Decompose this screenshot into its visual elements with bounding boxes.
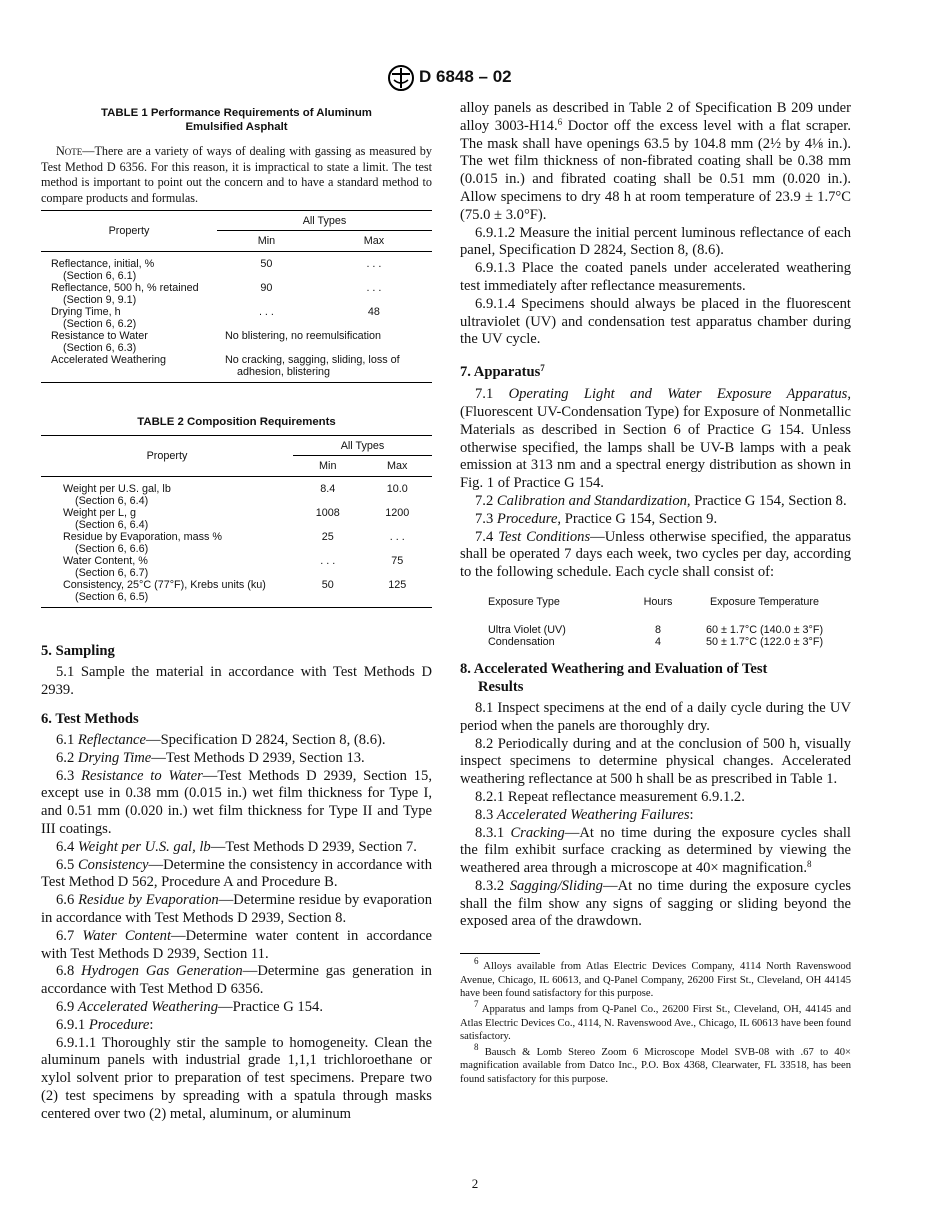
paragraph-6-9-1-3: 6.9.1.3 Place the coated panels under accelerated weathering test immediately after reflectance measurements. (460, 260, 851, 294)
paragraph-8-3: 8.3 Accelerated Weathering Failures: (475, 806, 694, 823)
table2-header-property: Property (41, 436, 293, 477)
table1-header-min: Min (217, 231, 316, 252)
footnote-ref-7[interactable]: 7 (540, 363, 545, 374)
schedule-header-type: Exposure Type (488, 595, 560, 608)
table-row: Accelerated Weathering No cracking, sagging, sliding, loss of adhesion, blistering (41, 354, 432, 383)
footnote-ref-6[interactable]: 6 (557, 116, 563, 127)
table-row: Weight per U.S. gal, lb (Section 6, 6.4) 8.4 10.0 (63, 483, 408, 508)
table1-header-group: All Types (217, 211, 432, 231)
paragraph-8-2-1: 8.2.1 Repeat reflectance measurement 6.9.1.2. (475, 788, 745, 805)
paragraph-8-1: 8.1 Inspect specimens at the end of a daily cycle during the UV period when the panels are thoroughly dry. (460, 699, 851, 734)
paragraph-6-1: 6.1 Reflectance—Specification D 2824, Section 8, (8.6). (56, 731, 386, 748)
table-row: Reflectance, 500 h, % retained (Section 9, 9.1) 90 . . . (51, 282, 382, 307)
section-5-heading: 5. Sampling (41, 643, 115, 660)
table2-header-min: Min (293, 456, 363, 477)
footnote-ref-8[interactable]: 8 (807, 859, 812, 870)
table1 (41, 210, 432, 383)
table1-header-max: Max (316, 231, 432, 252)
table-row: Weight per L, g (Section 6, 6.4) 1008 1200 (63, 507, 410, 532)
section-7-heading: 7. Apparatus$^7$ (460, 363, 545, 381)
right-column (460, 100, 851, 1089)
paragraph-8-3-1: 8.3.1 Cracking—At no time during the exposure cycles shall the film exhibit surface cracking as determined by viewing the weathered area through a microscope at 40× magnification.$^8$ (460, 824, 851, 877)
page-header (0, 64, 950, 94)
table1-note: Note—There are a variety of ways of dealing with gassing as measured by Test Method D 6356. For this reason, it is impractical to state a limit. The test method is important to point out the concern and to have a standard method to compare products and formulas. (41, 144, 432, 205)
exposure-schedule-table (460, 588, 851, 648)
schedule-header-temp: Exposure Temperature (709, 595, 820, 608)
section-8-heading: 8. Accelerated Weathering and Evaluation of Test Results (460, 660, 768, 695)
table1-header-property: Property (41, 211, 217, 252)
paragraph-6-9-1-4: 6.9.1.4 Specimens should always be placed in the fluorescent ultraviolet (UV) and condensation test apparatus chamber during the UV cycle. (460, 295, 851, 348)
page-number: 2 (471, 1176, 479, 1191)
paragraph-6-9: 6.9 Accelerated Weathering—Practice G 154. (56, 998, 323, 1015)
paragraph-8-2: 8.2 Periodically during and at the conclusion of 500 h, visually inspect specimens to determine physical changes. Accelerated weathering reflectance at 500 h shall be as prescribed in Table 1. (460, 735, 851, 788)
table2 (41, 435, 432, 608)
left-column (41, 100, 432, 1124)
schedule-header-hours: Hours (643, 595, 673, 608)
paragraph-7-2: 7.2 Calibration and Standardization, Practice G 154, Section 8. (475, 492, 847, 509)
paragraph-6-7: 6.7 Water Content—Determine water content in accordance with Test Methods D 2939, Section 11. (41, 927, 433, 962)
table2-header-group: All Types (293, 436, 432, 456)
table-row: Resistance to Water (Section 6, 6.3) No blistering, no reemulsification (51, 330, 382, 355)
paragraph-6-5: 6.5 Consistency—Determine the consistency in accordance with Test Method D 562, Procedure A and Procedure B. (41, 856, 432, 891)
footnote-6: $^6$ Alloys available from Atlas Electric Devices Company, 4114 North Ravenswood Avenue, Chicago, IL 60613, and Q-Panel Company, 26200 First St., Cleveland, OH 44145 have been found satisfactory for this purpose. (460, 956, 851, 1000)
paragraph-6-2: 6.2 Drying Time—Test Methods D 2939, Section 13. (56, 749, 365, 766)
paragraph-6-3: 6.3 Resistance to Water—Test Methods D 2939, Section 15, except use in 0.38 mm (0.015 in.) wet film thickness for Type I, and 0.51 mm (0.020 in.) wet film thickness for Type II and Type III coatings. (41, 767, 432, 837)
footnote-divider (460, 953, 540, 954)
table2-title: TABLE 2 Composition Requirements (137, 416, 336, 429)
paragraph-8-3-2: 8.3.2 Sagging/Sliding—At no time during the exposure cycles shall the film show any signs of sagging or sliding beyond the exposed area of the drawdown. (460, 877, 851, 930)
section-6-heading: 6. Test Methods (41, 710, 139, 727)
table-row: Consistency, 25°C (77°F), Krebs units (ku) (Section 6, 6.5) 50 125 (41, 579, 432, 608)
paragraph-6-9-1: 6.9.1 Procedure: (56, 1016, 154, 1033)
table-row: Reflectance, initial, % (Section 6, 6.1) 50 . . . (51, 258, 382, 283)
table-row: Water Content, % (Section 6, 6.7) . . . 75 (63, 555, 404, 580)
paragraph-6-8: 6.8 Hydrogen Gas Generation—Determine gas generation in accordance with Test Method D 6356. (41, 963, 432, 998)
table-row: Residue by Evaporation, mass % (Section 6, 6.6) 25 . . . (63, 531, 405, 556)
paragraph-7-3: 7.3 Procedure, Practice G 154, Section 9. (475, 510, 718, 527)
table-row: Ultra Violet (UV) 8 60 ± 1.7°C (140.0 ± 3°F) (488, 623, 824, 636)
footnote-7: $^7$ Apparatus and lamps from Q-Panel Co., 26200 First St., Cleveland, OH, 44145 and Atlas Electric Devices Co., 4114, N. Ravenswood Ave., Chicago, IL 60613 have been found satisfactory. (460, 999, 851, 1043)
paragraph-6-9-1-1-start: 6.9.1.1 Thoroughly stir the sample to homogeneity. Clean the aluminum panels with industrial grade 1,1,1 trichloroethane or xylol solvent prior to preparation of test specimens. Prepare two (2) test specimens by spreading with a spatula through masks centered over two (2) metal, aluminum, or aluminum (41, 1034, 432, 1122)
paragraph-7-1: 7.1 Operating Light and Water Exposure Apparatus, (Fluorescent UV-Condensation Type) for Exposure of Nonmetallic Materials as described in Section 6 of Practice G 154. Unless otherwise specified, the lamps shall be UV-B lamps with a peak emission at 313 nm and a spectral energy distribution as shown in Fig. 1 of Practice G 154. (460, 386, 851, 492)
table-row: Drying Time, h (Section 6, 6.2) . . . 48 (51, 306, 380, 331)
table2-header-max: Max (363, 456, 433, 477)
paragraph-5-1: 5.1 Sample the material in accordance with Test Methods D 2939. (41, 664, 432, 699)
astm-logo-icon (386, 64, 416, 92)
paragraph-6-9-1-2: 6.9.1.2 Measure the initial percent luminous reflectance of each panel, Specification D 2824, Section 8, (8.6). (460, 224, 851, 259)
paragraph-6-9-1-1-cont: alloy panels as described in Table 2 of Specification B 209 under alloy 3003-H14.$^6$ Doctor off the excess level with a flat scraper. The mask shall have openings 63.5 by 104.8 mm (2½ by 4⅛ in.). The wet film thickness of non-fibrated coating shall be 0.38 mm (0.015 in.) and fibrated coating shall be 0.51 mm (0.020 in.). Allow specimens to dry 48 h at room temperature of 23.9 ± 1.7°C (75.0 ± 3.0°F). (460, 100, 851, 223)
paragraph-6-6: 6.6 Residue by Evaporation—Determine residue by evaporation in accordance with Test Methods D 2939, Section 8. (41, 892, 433, 926)
footnote-8: $^8$ Bausch & Lomb Stereo Zoom 6 Microscope Model SVB-08 with .67 to 40× magnification available from Datco Inc., P.O. Box 4368, Clearwater, FL 33518, has been found satisfactory for this purpose. (460, 1041, 851, 1086)
paragraph-6-4: 6.4 Weight per U.S. gal, lb—Test Methods D 2939, Section 7. (56, 838, 417, 855)
table-row: Condensation 4 50 ± 1.7°C (122.0 ± 3°F) (488, 635, 824, 648)
table1-title: TABLE 1 Performance Requirements of Aluminum Emulsified Asphalt (101, 107, 372, 133)
paragraph-7-4: 7.4 Test Conditions—Unless otherwise specified, the apparatus shall be operated 7 days each week, two cycles per day, according to the following schedule. Each cycle shall consist of: (460, 528, 852, 581)
document-designation: D 6848 – 02 (419, 67, 512, 86)
